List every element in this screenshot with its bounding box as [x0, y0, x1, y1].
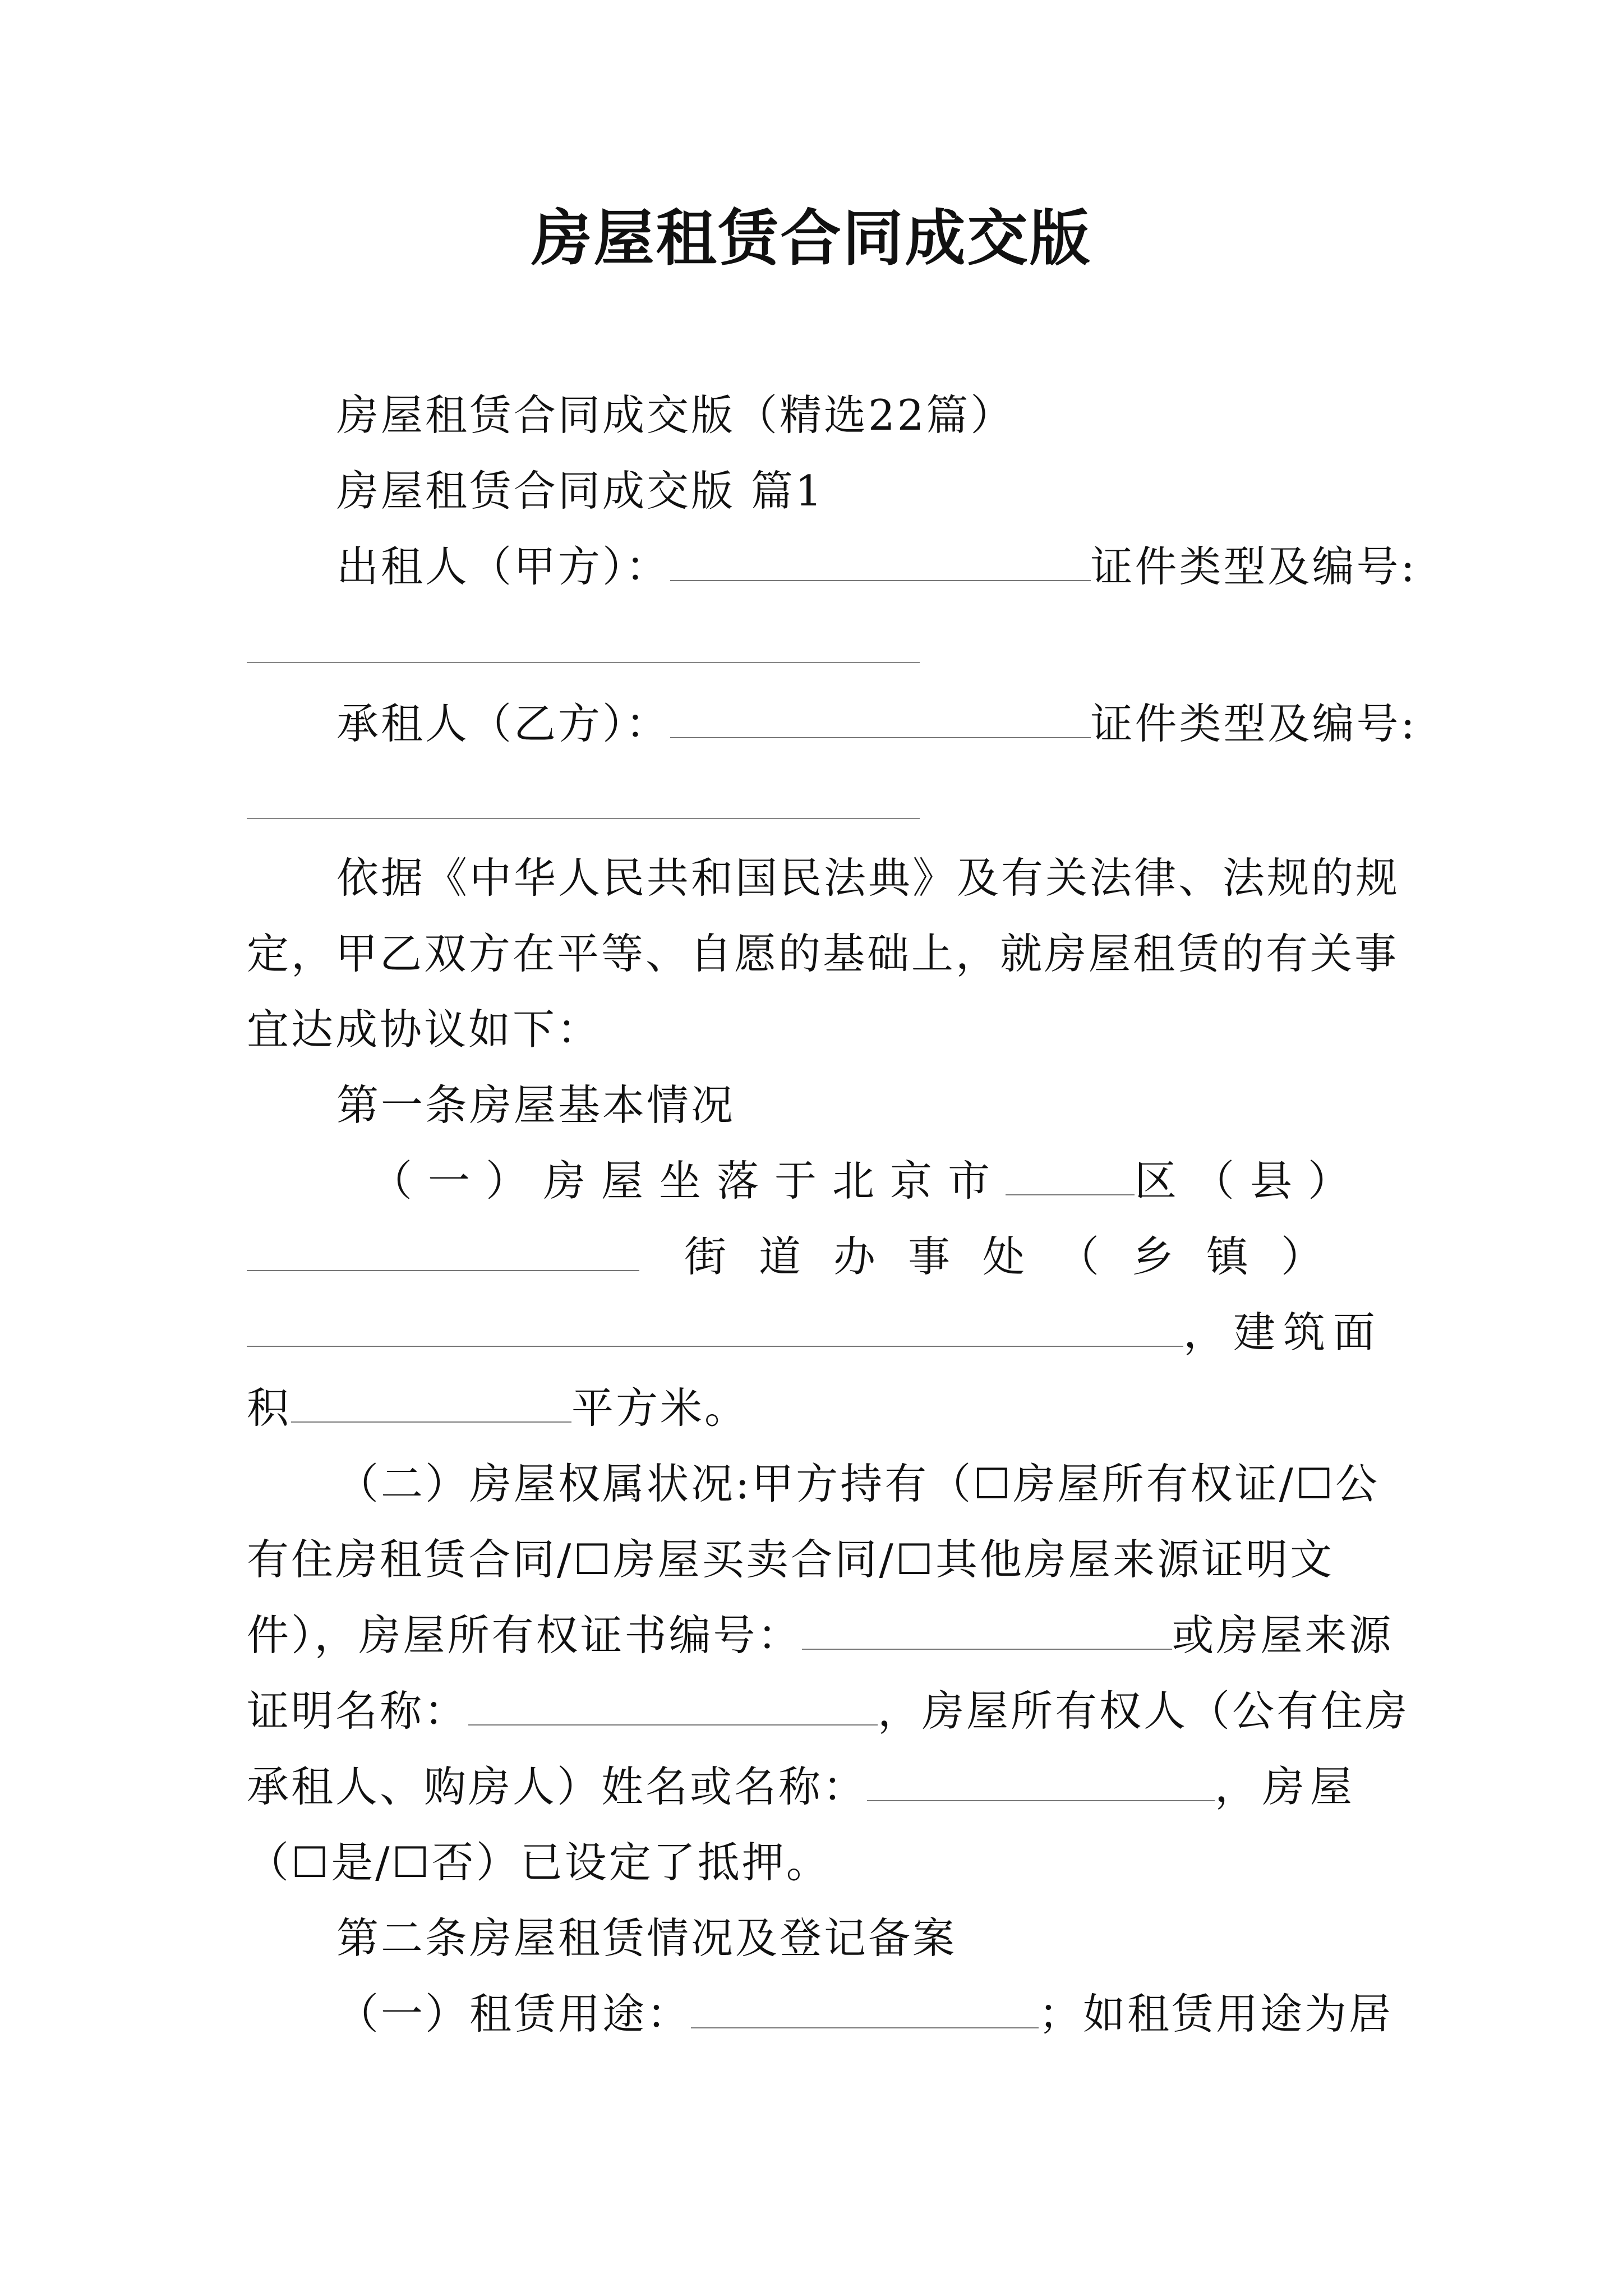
certificate-no-blank[interactable] [802, 1611, 1172, 1650]
lessee-label: 承租人（乙方）： [336, 699, 670, 748]
proof-line [247, 1683, 1409, 1739]
street-label: 街道办事处（乡镇） [684, 1232, 1356, 1281]
lessee-id-label: 证件类型及编号: [1090, 699, 1417, 748]
lessee-line [336, 696, 1417, 752]
ownership-line: （二）房屋权属状况:甲方持有（☐房屋所有权证/☐公 [336, 1459, 1380, 1508]
owner-name-label: 承租人、购房人）姓名或名称： [247, 1762, 868, 1811]
section-heading: 房屋租赁合同成交版 篇1 [336, 466, 824, 516]
purpose-label: （一）租赁用途： [336, 1989, 691, 2039]
location-city-label: （一）房屋坐落于北京市 [370, 1156, 1006, 1205]
lessor-name-blank[interactable] [670, 542, 1091, 581]
area-blank[interactable] [291, 1383, 571, 1423]
address-blank[interactable] [247, 1308, 1183, 1347]
lessee-id-blank[interactable] [247, 818, 920, 819]
district-blank[interactable] [1006, 1156, 1135, 1195]
owner-line [247, 1759, 1358, 1815]
purpose-line [336, 1986, 1393, 2042]
house-label: ，房屋 [1215, 1762, 1358, 1811]
street-line [247, 1228, 1355, 1285]
street-blank[interactable] [247, 1232, 639, 1271]
area-prefix: 积 [247, 1383, 292, 1433]
certificate-line [247, 1607, 1394, 1663]
lessor-id-blank[interactable] [247, 662, 920, 663]
document-title: 房屋租赁合同成交版 [531, 203, 1092, 274]
article-2-heading: 第二条房屋租赁情况及登记备案 [336, 1913, 957, 1963]
lessor-id-label: 证件类型及编号: [1090, 542, 1417, 591]
subtitle-line: 房屋租赁合同成交版（精选22篇） [336, 390, 1015, 440]
source-label: 或房屋来源 [1172, 1611, 1394, 1660]
purpose-blank[interactable] [691, 1989, 1039, 2028]
district-label: 区（县） [1135, 1156, 1366, 1205]
area-unit: 平方米。 [571, 1383, 749, 1433]
location-line [370, 1153, 1366, 1209]
owner-label: ，房屋所有权人（公有住房 [878, 1686, 1410, 1736]
area-line [247, 1380, 749, 1436]
proof-label: 证明名称： [247, 1686, 469, 1736]
paragraph-line: 宜达成协议如下： [247, 1005, 602, 1054]
area-label: ，建筑面 [1183, 1308, 1384, 1357]
lessor-line [336, 539, 1417, 595]
certificate-label: 件），房屋所有权证书编号： [247, 1611, 802, 1660]
owner-name-blank[interactable] [867, 1762, 1215, 1801]
paragraph-line: 定，甲乙双方在平等、自愿的基础上，就房屋租赁的有关事 [247, 929, 1399, 978]
purpose-note: ；如租赁用途为居 [1039, 1989, 1394, 2039]
lessor-label: 出租人（甲方）： [336, 542, 670, 591]
mortgage-line: （☐是/☐否）已设定了抵押。 [247, 1838, 831, 1887]
article-1-heading: 第一条房屋基本情况 [336, 1080, 736, 1130]
address-line [247, 1304, 1383, 1360]
ownership-line: 有住房租赁合同/☐房屋买卖合同/☐其他房屋来源证明文 [247, 1535, 1335, 1584]
proof-name-blank[interactable] [468, 1686, 878, 1726]
lessee-name-blank[interactable] [670, 699, 1091, 738]
paragraph-line: 依据《中华人民共和国民法典》及有关法律、法规的规 [336, 853, 1400, 903]
